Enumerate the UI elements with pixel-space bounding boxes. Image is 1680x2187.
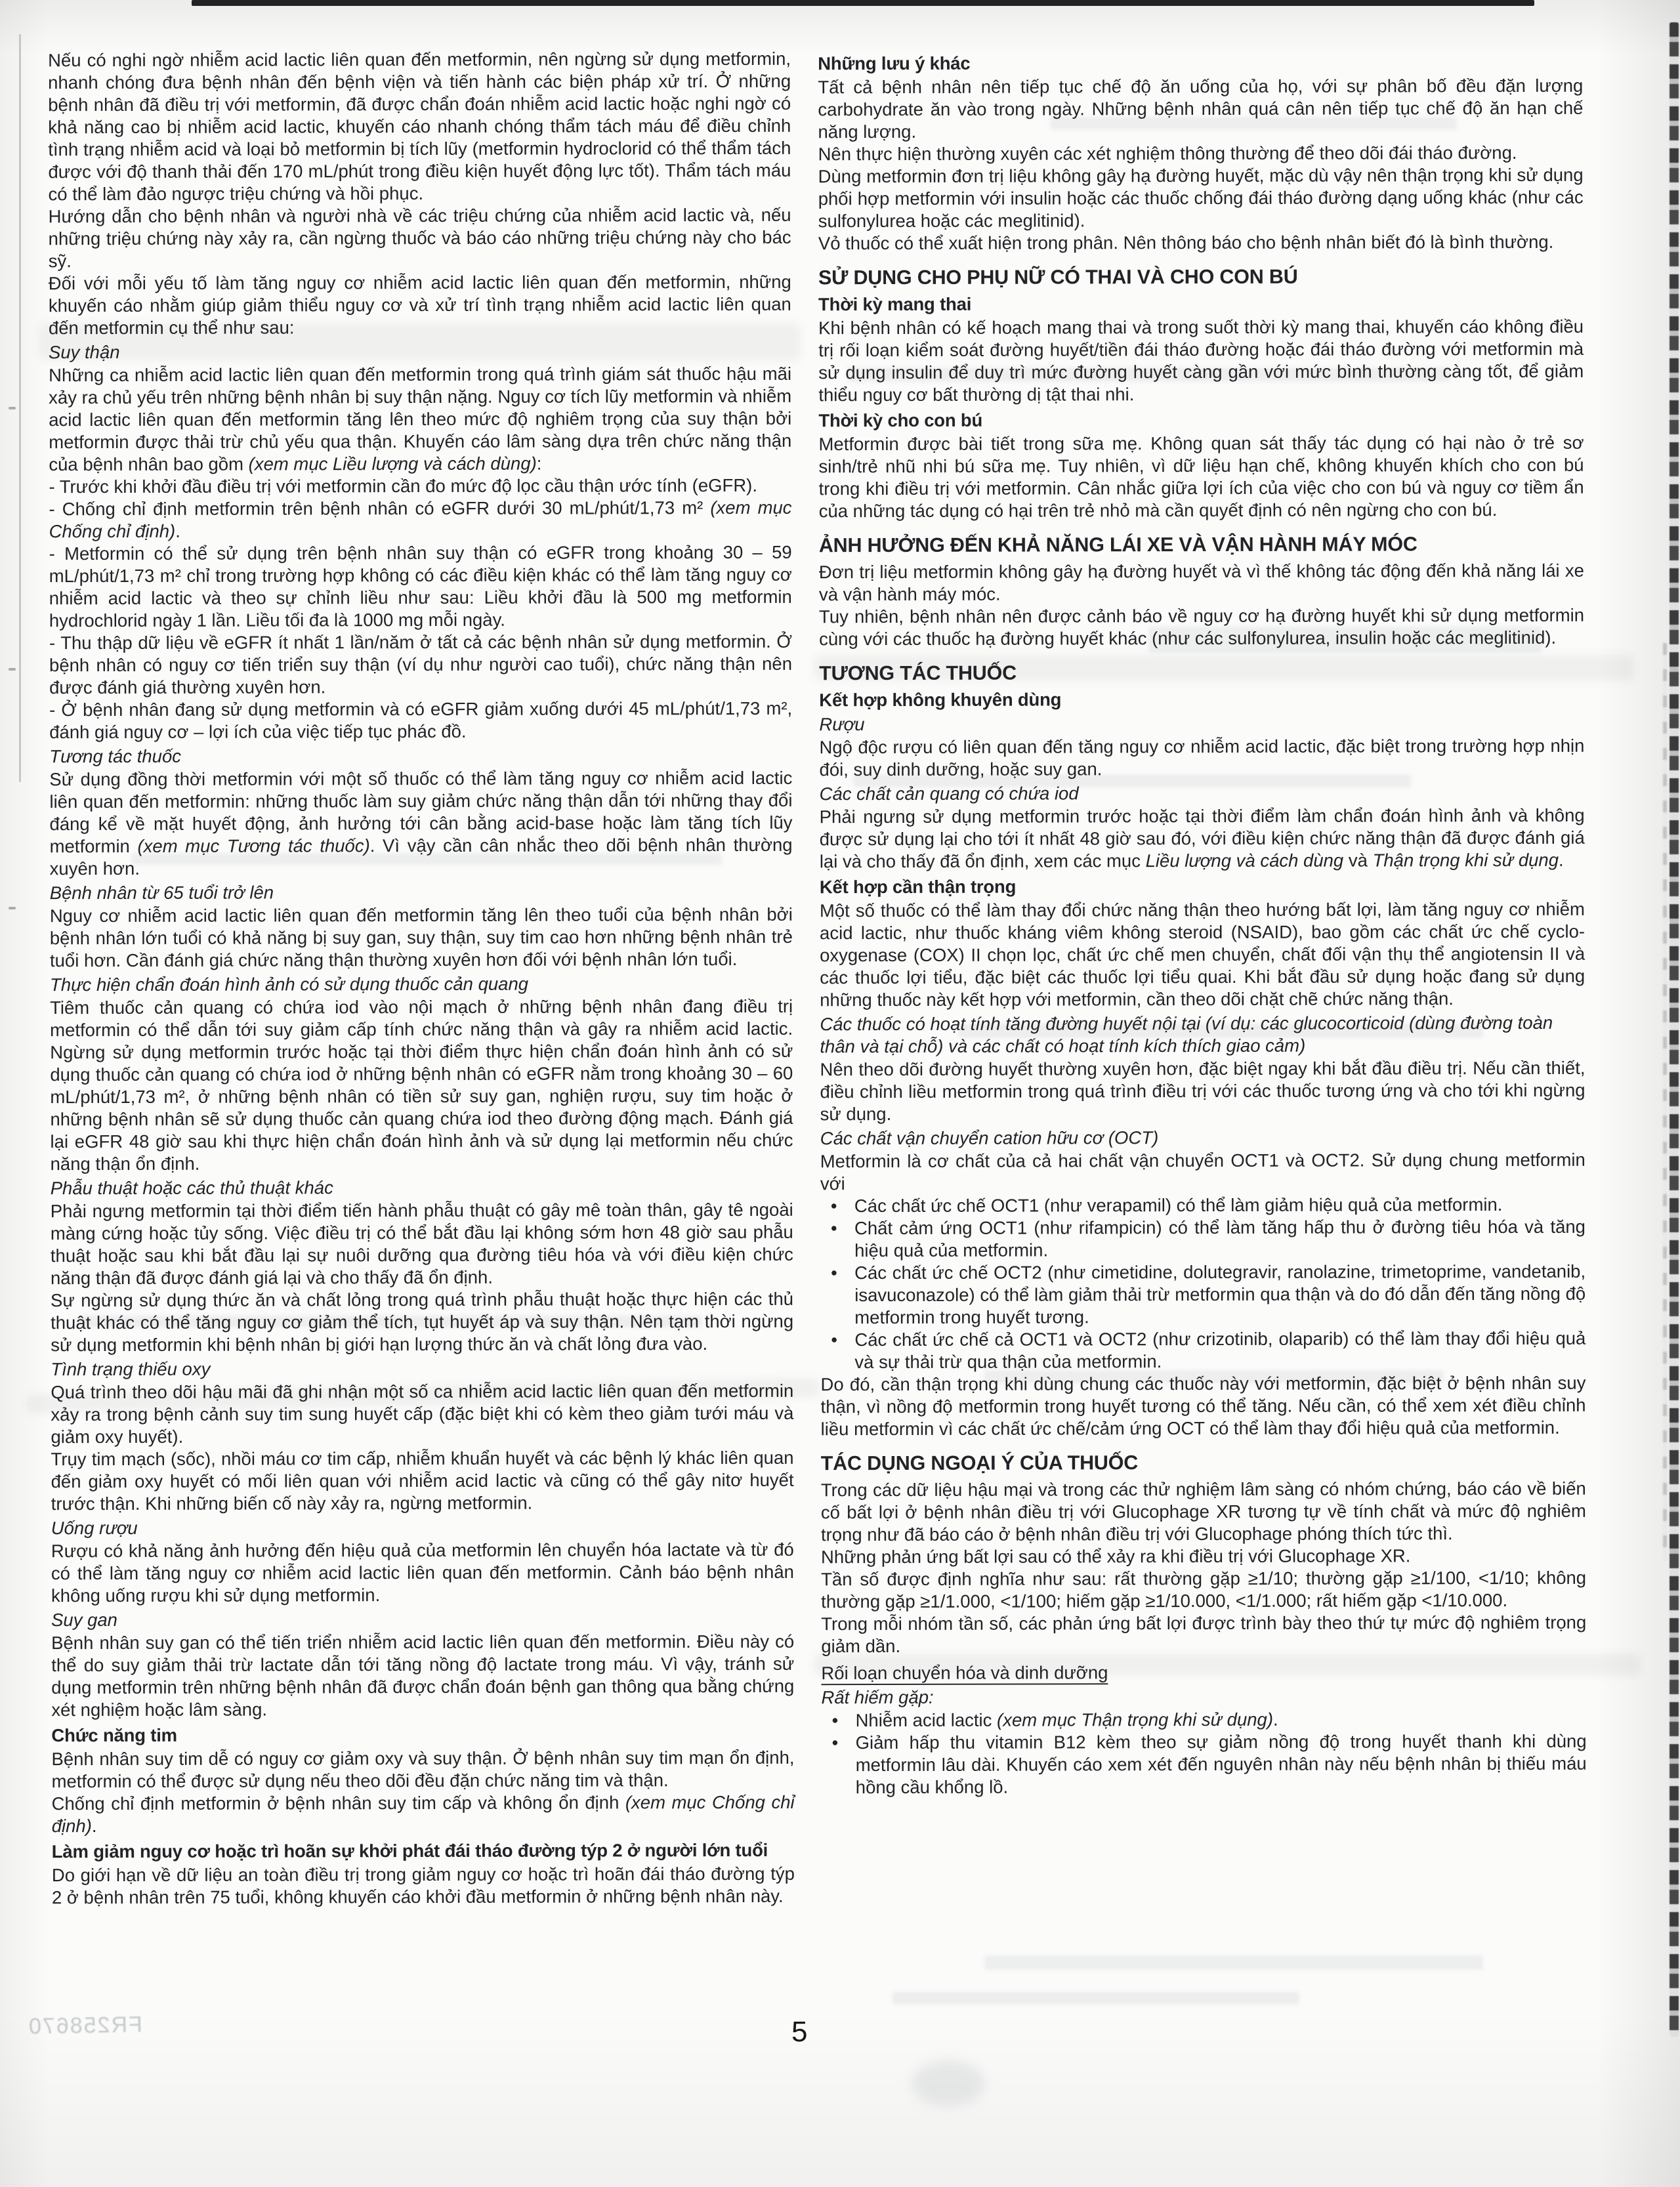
bullet-item — [820, 1260, 1586, 1329]
subsection-heading: Kết hợp cần thận trọng — [819, 876, 1017, 898]
paragraph: Tất cả bệnh nhân nên tiếp tục chế độ ăn uống của họ, với sự phân bố đều đặn lượng carbohydrate ăn vào trong ngày. Những bệnh nhân quá cân nên tiếp tục chế độ ăn hạn chế năng lượng. — [818, 75, 1584, 142]
bullet-text: Các chất ức chế OCT2 (như cimetidine, dolutegravir, ranolazine, trimetoprime, vandetanib, isavuconazole) có thể làm giảm thải trừ metformin qua thận và do đó dẫn đến tăng nồng độ metformin trong huyết tương. — [854, 1260, 1586, 1328]
scan-edge-strip-faint — [1663, 643, 1667, 1562]
paragraph: Dùng metformin đơn trị liệu không gây hạ đường huyết, mặc dù vậy nên thận trọng khi sử dụng phối hợp metformin với insulin hoặc các thuốc chống đái tháo đường dạng uống khác (như các sulfonylurea hoặc các meglitinid). — [818, 164, 1584, 232]
italic-heading: Các chất vận chuyển cation hữu cơ (OCT) — [820, 1127, 1159, 1149]
italic-heading: Rượu — [819, 714, 865, 735]
paragraph: Nếu có nghi ngờ nhiễm acid lactic liên quan đến metformin, nên ngừng sử dụng metformin, nhanh chóng đưa bệnh nhân đến bệnh viện và tiến hành các biện pháp xử trí. Ở những bệnh nhân đã điều trị với metformin, đã được chẩn đoán nhiễm acid lactic hoặc nghi ngờ có khả năng cao bị nhiễm acid lactic, khuyến cáo nhanh chóng thẩm tách máu để điều chỉnh tình trạng nhiễm acid và loại bỏ metformin bị tích lũy (metformin hydroclorid có thể thẩm tách được với độ thanh thải đến 170 mL/phút trong điều kiện huyết động lực tốt). Thẩm tách máu có thể làm đảo ngược triệu chứng và hồi phục. — [48, 48, 791, 205]
page-number: 5 — [791, 2016, 808, 2048]
paragraph: Những ca nhiễm acid lactic liên quan đến metformin trong quá trình giám sát thuốc hậu mãi xảy ra chủ yếu trên những bệnh nhân bị suy thận nặng. Nguy cơ tích lũy metformin và nhiễm acid lactic liên quan đến metformin tăng lên theo mức độ nghiêm trọng của suy thận bởi metformin được thải trừ chủ yếu qua thận. Khuyến cáo lâm sàng dựa trên chức năng thận của bệnh nhân bao gồm (xem mục Liều lượng và cách dùng): — [49, 363, 792, 475]
bullet-item — [820, 1327, 1586, 1373]
scan-edge-strip — [1670, 22, 1679, 2037]
italic-heading: Tương tác thuốc — [49, 745, 182, 767]
scan-smudge — [912, 2060, 984, 2106]
bullet-text: Các chất ức chế cả OCT1 và OCT2 (như crizotinib, olaparib) có thể làm thay đổi hiệu quả và sự thải trừ qua thận của metformin. — [854, 1327, 1586, 1373]
paragraph: Nguy cơ nhiễm acid lactic liên quan đến metformin tăng lên theo tuổi của bệnh nhân bởi bệnh nhân lớn tuổi có khả năng bị suy gan, suy thận, suy tim cao hơn những bệnh nhân trẻ tuổi hơn. Cần đánh giá chức năng thận thường xuyên hơn đối với bệnh nhân lớn tuổi. — [49, 904, 793, 971]
bullet-icon: • — [830, 1196, 837, 1217]
paragraph: Vỏ thuốc có thể xuất hiện trong phân. Nên thông báo cho bệnh nhân biết đó là bình thường. — [818, 231, 1554, 254]
paragraph: Do đó, cần thận trọng khi dùng chung các thuốc này với metformin, đặc biệt ở bệnh nhân suy thận, vì nồng độ metformin trong huyết tương có thể tăng. Nếu cần, có thể xem xét điều chỉnh liều metformin vì các chất ức chế/cảm ứng OCT có thể làm thay đổi hiệu quả của metformin. — [820, 1372, 1586, 1440]
bullet-text: Các chất ức chế OCT1 (như verapamil) có thể làm giảm hiệu quả của metformin. — [854, 1194, 1503, 1217]
bullet-item — [820, 1216, 1586, 1262]
paragraph: Tuy nhiên, bệnh nhân nên được cảnh báo về nguy cơ hạ đường huyết khi sử dụng metformin cùng với các thuốc hạ đường huyết khác (như các sulfonylurea, insulin hoặc các meglitinid). — [818, 604, 1585, 650]
italic-heading: Thực hiện chẩn đoán hình ảnh có sử dụng thuốc cản quang — [49, 973, 529, 995]
paragraph: Đối với mỗi yếu tố làm tăng nguy cơ nhiễm acid lactic liên quan đến metformin, những khuyến cáo nhằm giúp giảm thiểu nguy cơ và xử trí tình trạng nhiễm acid lactic liên quan đến metformin cụ thể như sau: — [48, 271, 791, 339]
italic-heading: Uống rượu — [51, 1517, 138, 1539]
paragraph: Phải ngưng metformin tại thời điểm tiến hành phẫu thuật có gây mê toàn thân, gây tê ngoài màng cứng hoặc tủy sống. Việc điều trị có thể bắt đầu lại không sớm hơn 48 giờ sau phẫu thuật hoặc sau khi bắt đầu lại sự nuôi dưỡng qua đường tiêu hóa và với điều kiện chức năng thận đã được đánh giá lại và cho thấy đã ổn định. — [50, 1199, 793, 1289]
showthrough-code: FR258670 — [27, 2012, 143, 2039]
paragraph: Metformin được bài tiết trong sữa mẹ. Không quan sát thấy tác dụng có hại nào ở trẻ sơ sinh/trẻ nhũ nhi bú sữa mẹ. Tuy nhiên, vì dữ liệu hạn chế, không khuyến khích cho con bú trong khi điều trị với metformin. Cân nhắc giữa lợi ích của việc cho con bú và nguy cơ tiềm ẩn của những tác dụng có hại trên trẻ nhỏ mà cần quyết định có nên ngừng cho con bú. — [818, 432, 1584, 522]
bullet-icon: • — [830, 1218, 837, 1239]
showthrough-ghost — [984, 1955, 1483, 1970]
paragraph: Phải ngưng sử dụng metformin trước hoặc tại thời điểm làm chẩn đoán hình ảnh và không được sử dụng lại cho tới ít nhất 48 giờ sau đó, với điều kiện chức năng thận đã được đánh giá lại và cho thấy đã ổn định, xem các mục Liều lượng và cách dùng và Thận trọng khi sử dụng. — [819, 804, 1585, 872]
paragraph: Do giới hạn về dữ liệu an toàn điều trị trong giảm nguy cơ hoặc trì hoãn đái tháo đường týp 2 ở bệnh nhân trên 75 tuổi, không khuyến cáo khởi đầu metformin ở những bệnh nhân này. — [51, 1863, 795, 1908]
paragraph: Trong mỗi nhóm tần số, các phản ứng bất lợi được trình bày theo thứ tự mức độ nghiêm trọng giảm dần. — [821, 1612, 1587, 1657]
bullet-icon: • — [831, 1329, 838, 1350]
subsection-heading: Chức năng tim — [51, 1724, 177, 1746]
paragraph: Tần số được định nghĩa như sau: rất thường gặp ≥1/10; thường gặp ≥1/100, <1/10; không thường gặp ≥1/1.000, <1/100; hiếm gặp ≥1/10.000, <1/1.000; rất hiếm gặp <1/10.000. — [821, 1567, 1587, 1612]
paragraph: Sự ngừng sử dụng thức ăn và chất lỏng trong quá trình phẫu thuật hoặc thực hiện các thủ thuật khác có thể tăng nguy cơ giảm thể tích, tụt huyết áp và suy thận. Nên tạm thời ngừng sử dụng metformin khi bệnh nhân bị giới hạn lượng thức ăn và chất lỏng đưa vào. — [50, 1288, 794, 1356]
bullet-item — [822, 1708, 1587, 1732]
section-heading: TÁC DỤNG NGOẠI Ý CỦA THUỐC — [820, 1451, 1139, 1475]
section-heading: ẢNH HƯỞNG ĐẾN KHẢ NĂNG LÁI XE VÀ VẬN HÀNH MÁY MÓC — [818, 533, 1418, 557]
showthrough-ghost — [892, 1991, 1299, 2005]
italic-heading: Suy gan — [51, 1609, 118, 1631]
subsection-heading: Những lưu ý khác — [818, 52, 971, 74]
paragraph: Chống chỉ định metformin ở bệnh nhân suy tim cấp và không ổn định (xem mục Chống chỉ định). — [51, 1791, 795, 1837]
paragraph: Những phản ứng bất lợi sau có thể xảy ra khi điều trị với Glucophage XR. — [820, 1545, 1411, 1568]
paragraph: Rượu có khả năng ảnh hưởng đến hiệu quả của metformin lên chuyển hóa lactate và từ đó có thể làm tăng nguy cơ nhiễm acid lactic liên quan đến metformin. Cảnh báo bệnh nhân không uống rượu khi sử dụng metformin. — [51, 1539, 794, 1606]
bullet-icon: • — [831, 1732, 839, 1753]
italic-heading: Các thuốc có hoạt tính tăng đường huyết nội tại (ví dụ: các glucocorticoid (dùng đường toàn thân và tại chỗ) và các chất có hoạt tính kích thích giao cảm) — [820, 1012, 1553, 1057]
paragraph: - Metformin có thể sử dụng trên bệnh nhân suy thận có eGFR trong khoảng 30 – 59 mL/phút/1,73 m² chỉ trong trường hợp không có các điều kiện khác có thể làm tăng nguy cơ nhiễm acid lactic và theo sự chỉnh liều như sau: Liều khởi đầu là 500 mg metformin hydrochlorid ngày 1 lần. Liều tối đa là 1000 mg mỗi ngày. — [49, 541, 792, 631]
underlined-heading-text: Rối loạn chuyển hóa và dinh dưỡng — [821, 1662, 1108, 1685]
left-column — [48, 48, 795, 1909]
paragraph: - Trước khi khởi đầu điều trị với metformin cần đo mức độ lọc cầu thận ước tính (eGFR). — [49, 474, 758, 497]
bullet-text: Chất cảm ứng OCT1 (như rifampicin) có thể làm tăng hấp thu ở đường tiêu hóa và tăng hiệu quả của metformin. — [854, 1216, 1586, 1261]
section-heading: SỬ DỤNG CHO PHỤ NỮ CÓ THAI VÀ CHO CON BÚ — [818, 265, 1298, 289]
subsection-heading: Thời kỳ cho con bú — [818, 409, 983, 431]
paragraph: Trong các dữ liệu hậu mại và trong các thử nghiệm lâm sàng có nhóm chứng, báo cáo về biến cố bất lợi ở bệnh nhân điều trị với Glucophage XR tương tự về tính chất và mức độ nghiêm trọng như đã báo cáo ở bệnh nhân điều trị với Glucophage phóng thích tức thì. — [820, 1478, 1586, 1545]
paragraph: Hướng dẫn cho bệnh nhân và người nhà về các triệu chứng của nhiễm acid lactic và, nếu những triệu chứng này xảy ra, cần ngừng thuốc và báo cáo những triệu chứng này cho bác sỹ. — [48, 204, 791, 272]
paragraph: Một số thuốc có thể làm thay đổi chức năng thận theo hướng bất lợi, làm tăng nguy cơ nhiễm acid lactic, như thuốc kháng viêm không steroid (NSAID), bao gồm các chất ức chế cyclo-oxygenase (COX) II chọn lọc, chất ức chế men chuyển, chất đối vận thụ thể angiotensin II và các thuốc lợi tiểu, đặc biệt các thuốc lợi tiểu quai. Khi bắt đầu sử dụng hoặc đang sử dụng những thuốc này kết hợp với metformin, cần theo dõi chặt chẽ chức năng thận. — [819, 898, 1586, 1010]
paragraph: Nên thực hiện thường xuyên các xét nghiệm thông thường để theo dõi đái tháo đường. — [818, 142, 1517, 165]
paragraph: - Chống chỉ định metformin trên bệnh nhân có eGFR dưới 30 mL/phút/1,73 m² (xem mục Chống chỉ định). — [49, 497, 792, 542]
paragraph: Metformin là cơ chất của cả hai chất vận chuyển OCT1 và OCT2. Sử dụng chung metformin với — [820, 1149, 1586, 1194]
bullet-icon: • — [831, 1262, 837, 1283]
paragraph: - Thu thập dữ liệu về eGFR ít nhất 1 lần/năm ở tất cả các bệnh nhân sử dụng metformin. Ở bệnh nhân có nguy cơ tiến triển suy thận (ví dụ như người cao tuổi), chức năng thận nên được đánh giá thường xuyên hơn. — [49, 631, 793, 698]
paragraph: Đơn trị liệu metformin không gây hạ đường huyết và vì thế không tác động đến khả năng lái xe và vận hành máy móc. — [818, 560, 1584, 605]
paragraph: Nên theo dõi đường huyết thường xuyên hơn, đặc biệt ngay khi bắt đầu điều trị. Nếu cần thiết, điều chỉnh liều metformin trong quá trình điều trị với các thuốc tương ứng và cho tới khi ngừng sử dụng. — [820, 1057, 1586, 1125]
scan-mark — [9, 668, 16, 671]
italic-heading: Rất hiếm gặp: — [821, 1686, 934, 1708]
paragraph: Trụy tim mạch (sốc), nhồi máu cơ tim cấp, nhiễm khuẩn huyết và các bệnh lý khác liên quan đến giảm oxy huyết có mối liên quan với nhiễm acid lactic và cũng có thể gây nitơ huyết trước thận. Khi những biến cố này xảy ra, ngừng metformin. — [51, 1447, 794, 1514]
section-heading: TƯƠNG TÁC THUỐC — [819, 661, 1017, 685]
italic-heading: Phẫu thuật hoặc các thủ thuật khác — [50, 1177, 333, 1199]
paragraph: Quá trình theo dõi hậu mãi đã ghi nhận một số ca nhiễm acid lactic liên quan đến metformin xảy ra trong bệnh cảnh suy tim sung huyết cấp (đặc biệt khi có kèm theo giảm tưới máu và giảm oxy huyết). — [51, 1380, 794, 1448]
underlined-heading — [821, 1661, 1586, 1684]
italic-heading: Tình trạng thiếu oxy — [51, 1358, 211, 1380]
subsection-heading: Thời kỳ mang thai — [818, 293, 972, 315]
bullet-item — [822, 1730, 1587, 1799]
scan-mark — [9, 907, 16, 909]
subsection-heading: Làm giảm nguy cơ hoặc trì hoãn sự khởi phát đái tháo đường týp 2 ở người lớn tuổi — [51, 1839, 768, 1862]
bullet-text: Giảm hấp thu vitamin B12 kèm theo sự giảm nồng độ trong huyết thanh khi dùng metformin lâu dài. Khuyến cáo xem xét đến nguyên nhân này nếu bệnh nhân bị thiếu máu hồng cầu khổng lồ. — [855, 1730, 1587, 1798]
paragraph: Bệnh nhân suy gan có thể tiến triển nhiễm acid lactic liên quan đến metformin. Điều này có thể do suy giảm thải trừ lactate dẫn tới tăng nồng độ lactate trong máu. Vì vậy, tránh sử dụng metformin trên những bệnh nhân đã được chẩn đoán bệnh gan thông qua bằng chứng xét nghiệm hoặc lâm sàng. — [51, 1631, 795, 1720]
scan-edge-bar — [192, 0, 1534, 6]
paragraph: Ngộ độc rượu có liên quan đến tăng nguy cơ nhiễm acid lactic, đặc biệt trong trường hợp nhịn đói, suy dinh dưỡng, hoặc suy gan. — [819, 735, 1585, 780]
paragraph: Sử dụng đồng thời metformin với một số thuốc có thể làm tăng nguy cơ nhiễm acid lactic liên quan đến metformin: những thuốc làm suy giảm chức năng thận dẫn tới những thay đổi đáng kể về mặt huyết động, ảnh hưởng tới cân bằng acid-base hoặc làm tăng tích lũy metformin (xem mục Tương tác thuốc). Vì vậy cần cân nhắc theo dõi bệnh nhân thường xuyên hơn. — [49, 767, 793, 879]
subsection-heading: Kết hợp không khuyên dùng — [819, 689, 1062, 711]
paragraph: - Ở bệnh nhân đang sử dụng metformin và có eGFR giảm xuống dưới 45 mL/phút/1,73 m², đánh giá nguy cơ – lợi ích của việc tiếp tục phác đồ. — [49, 698, 793, 743]
paragraph: Khi bệnh nhân có kế hoạch mang thai và trong suốt thời kỳ mang thai, khuyến cáo không điều trị rối loạn kiểm soát đường huyết/tiền đái tháo đường hoặc đái tháo đường với metformin mà sử dụng insulin để duy trì mức đường huyết càng gần với mức bình thường càng tốt, để giảm thiểu nguy cơ bất thường dị tật thai nhi. — [818, 316, 1584, 406]
italic-heading: Các chất cản quang có chứa iod — [819, 783, 1079, 804]
bullet-item — [820, 1194, 1586, 1217]
scan-mark — [9, 407, 16, 409]
scan-fold-line — [19, 34, 21, 782]
right-column — [818, 48, 1587, 1799]
italic-heading: Suy thận — [48, 341, 120, 363]
bullet-text: Nhiễm acid lactic (xem mục Thận trọng khi sử dụng). — [855, 1709, 1278, 1731]
paragraph: Tiêm thuốc cản quang có chứa iod vào nội mạch ở những bệnh nhân đang điều trị metformin có thể dẫn tới suy giảm cấp tính chức năng thận và gây ra nhiễm acid lactic. Ngừng sử dụng metformin trước hoặc tại thời điểm thực hiện chẩn đoán hình ảnh có sử dụng thuốc cản quang có chứa iod ở những bệnh nhân có eGFR nằm trong khoảng 30 – 60 mL/phút/1,73 m², ở những bệnh nhân có tiền sử suy gan, nghiện rượu, suy tim hoặc ở những bệnh nhân sẽ sử dụng thuốc cản quang chứa iod theo đường động mạch. Đánh giá lại eGFR 48 giờ sau khi thực hiện chẩn đoán hình ảnh và sử dụng lại metformin nếu chức năng thận ổn định. — [50, 995, 793, 1175]
italic-heading: Bệnh nhân từ 65 tuổi trở lên — [49, 882, 274, 904]
bullet-icon: • — [831, 1710, 839, 1731]
paragraph: Bệnh nhân suy tim dễ có nguy cơ giảm oxy và suy thận. Ở bệnh nhân suy tim mạn ổn định, metformin có thể được sử dụng nếu theo dõi đều đặn chức năng tim và thận. — [51, 1747, 795, 1792]
